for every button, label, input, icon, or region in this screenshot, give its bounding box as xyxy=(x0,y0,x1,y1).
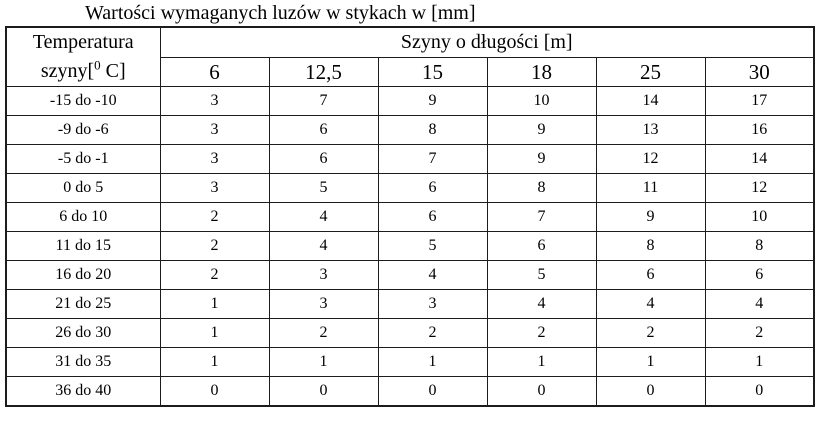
clearance-value-cell: 4 xyxy=(705,290,814,319)
clearance-value-cell: 12 xyxy=(596,145,705,174)
clearance-value-cell: 6 xyxy=(269,116,378,145)
corner-line2-prefix: szyny[ xyxy=(40,60,95,82)
clearance-value-cell: 9 xyxy=(378,87,487,116)
corner-line2-suffix: C] xyxy=(100,60,126,82)
clearance-value-cell: 2 xyxy=(596,319,705,348)
clearance-value-cell: 3 xyxy=(378,290,487,319)
table-row xyxy=(6,203,814,232)
header-row-group xyxy=(6,27,814,58)
column-header-12-5: 12,5 xyxy=(269,58,378,87)
clearance-value-cell: 1 xyxy=(160,290,269,319)
clearance-value-cell: 2 xyxy=(487,319,596,348)
clearance-value-cell: 1 xyxy=(487,348,596,377)
column-header-25: 25 xyxy=(596,58,705,87)
clearance-value-cell: 4 xyxy=(378,261,487,290)
clearance-value-cell: 1 xyxy=(378,348,487,377)
temp-range-cell: 21 do 25 xyxy=(6,290,160,319)
clearance-value-cell: 3 xyxy=(269,261,378,290)
table-row xyxy=(6,348,814,377)
temp-range-cell: 26 do 30 xyxy=(6,319,160,348)
temp-range-cell: 36 do 40 xyxy=(6,377,160,407)
clearance-value-cell: 11 xyxy=(596,174,705,203)
clearance-value-cell: 1 xyxy=(269,348,378,377)
clearance-value-cell: 3 xyxy=(160,87,269,116)
clearance-value-cell: 0 xyxy=(378,377,487,407)
corner-line2-superscript: 0 xyxy=(94,57,101,73)
clearance-value-cell: 6 xyxy=(487,232,596,261)
clearance-value-cell: 3 xyxy=(269,290,378,319)
table-row xyxy=(6,116,814,145)
table-body xyxy=(6,87,814,407)
clearance-value-cell: 0 xyxy=(160,377,269,407)
clearance-value-cell: 4 xyxy=(596,290,705,319)
clearance-value-cell: 6 xyxy=(378,203,487,232)
clearance-value-cell: 4 xyxy=(269,232,378,261)
table-row xyxy=(6,319,814,348)
group-header-cell: Szyny o długości [m] xyxy=(160,27,814,58)
column-header-18: 18 xyxy=(487,58,596,87)
clearance-value-cell: 9 xyxy=(487,145,596,174)
clearance-value-cell: 2 xyxy=(269,319,378,348)
clearance-value-cell: 2 xyxy=(160,261,269,290)
column-header-30: 30 xyxy=(705,58,814,87)
clearance-table xyxy=(5,26,815,407)
clearance-value-cell: 5 xyxy=(487,261,596,290)
clearance-value-cell: 0 xyxy=(596,377,705,407)
clearance-value-cell: 2 xyxy=(160,232,269,261)
clearance-value-cell: 16 xyxy=(705,116,814,145)
clearance-value-cell: 1 xyxy=(160,319,269,348)
clearance-value-cell: 9 xyxy=(487,116,596,145)
clearance-value-cell: 6 xyxy=(378,174,487,203)
clearance-value-cell: 10 xyxy=(705,203,814,232)
clearance-value-cell: 8 xyxy=(378,116,487,145)
temp-range-cell: -5 do -1 xyxy=(6,145,160,174)
table-row xyxy=(6,87,814,116)
table-row xyxy=(6,145,814,174)
clearance-value-cell: 13 xyxy=(596,116,705,145)
table-row xyxy=(6,261,814,290)
temp-range-cell: -15 do -10 xyxy=(6,87,160,116)
corner-header-line1: Temperatura xyxy=(32,31,134,53)
temp-range-cell: 16 do 20 xyxy=(6,261,160,290)
clearance-value-cell: 3 xyxy=(160,174,269,203)
temp-range-cell: 31 do 35 xyxy=(6,348,160,377)
clearance-value-cell: 7 xyxy=(378,145,487,174)
table-row xyxy=(6,232,814,261)
clearance-value-cell: 2 xyxy=(705,319,814,348)
clearance-value-cell: 4 xyxy=(269,203,378,232)
temp-range-cell: 0 do 5 xyxy=(6,174,160,203)
clearance-value-cell: 12 xyxy=(705,174,814,203)
clearance-value-cell: 6 xyxy=(269,145,378,174)
clearance-value-cell: 5 xyxy=(269,174,378,203)
clearance-value-cell: 1 xyxy=(160,348,269,377)
clearance-value-cell: 7 xyxy=(487,203,596,232)
clearance-value-cell: 14 xyxy=(705,145,814,174)
clearance-value-cell: 9 xyxy=(596,203,705,232)
clearance-value-cell: 17 xyxy=(705,87,814,116)
temp-range-cell: 6 do 10 xyxy=(6,203,160,232)
clearance-value-cell: 0 xyxy=(705,377,814,407)
clearance-value-cell: 7 xyxy=(269,87,378,116)
clearance-value-cell: 8 xyxy=(596,232,705,261)
table-row xyxy=(6,377,814,407)
corner-header-line2 xyxy=(7,57,160,86)
clearance-value-cell: 2 xyxy=(160,203,269,232)
table-row xyxy=(6,290,814,319)
clearance-value-cell: 8 xyxy=(705,232,814,261)
clearance-value-cell: 0 xyxy=(269,377,378,407)
temp-range-cell: 11 do 15 xyxy=(6,232,160,261)
column-header-6: 6 xyxy=(160,58,269,87)
clearance-value-cell: 1 xyxy=(596,348,705,377)
table-header xyxy=(6,27,814,87)
clearance-value-cell: 1 xyxy=(705,348,814,377)
clearance-value-cell: 6 xyxy=(596,261,705,290)
clearance-value-cell: 3 xyxy=(160,145,269,174)
clearance-value-cell: 4 xyxy=(487,290,596,319)
table-row xyxy=(6,174,814,203)
clearance-value-cell: 8 xyxy=(487,174,596,203)
clearance-value-cell: 5 xyxy=(378,232,487,261)
clearance-value-cell: 6 xyxy=(705,261,814,290)
column-header-15: 15 xyxy=(378,58,487,87)
table-title: Wartości wymaganych luzów w stykach w [mm] xyxy=(85,2,476,24)
corner-header-cell xyxy=(6,27,160,87)
clearance-value-cell: 14 xyxy=(596,87,705,116)
clearance-value-cell: 3 xyxy=(160,116,269,145)
clearance-value-cell: 2 xyxy=(378,319,487,348)
clearance-value-cell: 0 xyxy=(487,377,596,407)
temp-range-cell: -9 do -6 xyxy=(6,116,160,145)
clearance-value-cell: 10 xyxy=(487,87,596,116)
